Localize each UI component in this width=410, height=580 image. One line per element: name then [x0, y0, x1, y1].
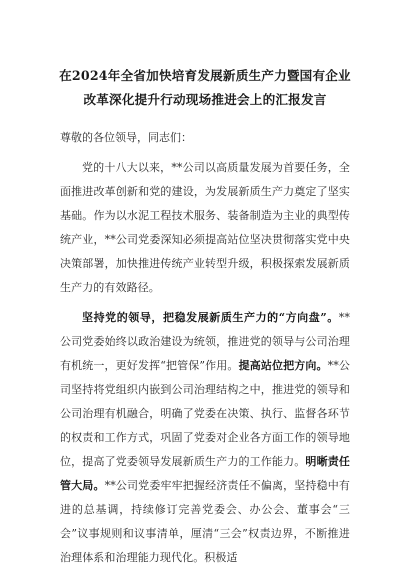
section-paragraph	[60, 306, 350, 570]
document-title: 在2024年全省加快培育发展新质生产力暨国有企业改革深化提升行动现场推进会上的汇报发言	[59, 68, 351, 107]
subheading-direction: 提高站位把方向。	[238, 359, 328, 372]
salutation: 尊敬的各位领导，同志们：	[60, 131, 192, 144]
section-text: **公司坚持将党组织内嵌到公司治理结构之中，推进党的领导和公司治理有机融合，明确了党委在决策、执行、监督各环节的权责和工作方式，巩固了党委对企业各方面工作的领导地位，提高了党委领导发展新质生产力的工作能力。	[60, 359, 350, 468]
subheading-responsibility: 明晰责任管大局。	[60, 455, 350, 492]
section-heading: 坚持党的领导，把稳发展新质生产力的“方向盘”。	[82, 311, 339, 324]
intro-paragraph: 党的十八大以来，**公司以高质量发展为首要任务，全面推进改革创新和党的建设，为发展新质生产力奠定了坚实基础。作为以水泥工程技术服务、装备制造为主业的典型传统产业，**公司党委深知必须提高站位坚决贯彻落实党中央决策部署，加快推进传统产业转型升级，积极探索发展新质生产力的有效路径。	[60, 161, 350, 294]
section-text: **公司党委牢牢把握经济责任不偏离，坚持稳中有进的总基调，持续修订完善党委会、办公会、董事会“三会”议事规则和议事清单，厘清“三会”权责边界，不断推进治理体系和治理能力现代化。积极适	[60, 479, 350, 564]
section-text: **公司党委始终以政治建设为统领，推进党的领导与公司治理有机统一，更好发挥“把管保”作用。	[60, 311, 350, 372]
